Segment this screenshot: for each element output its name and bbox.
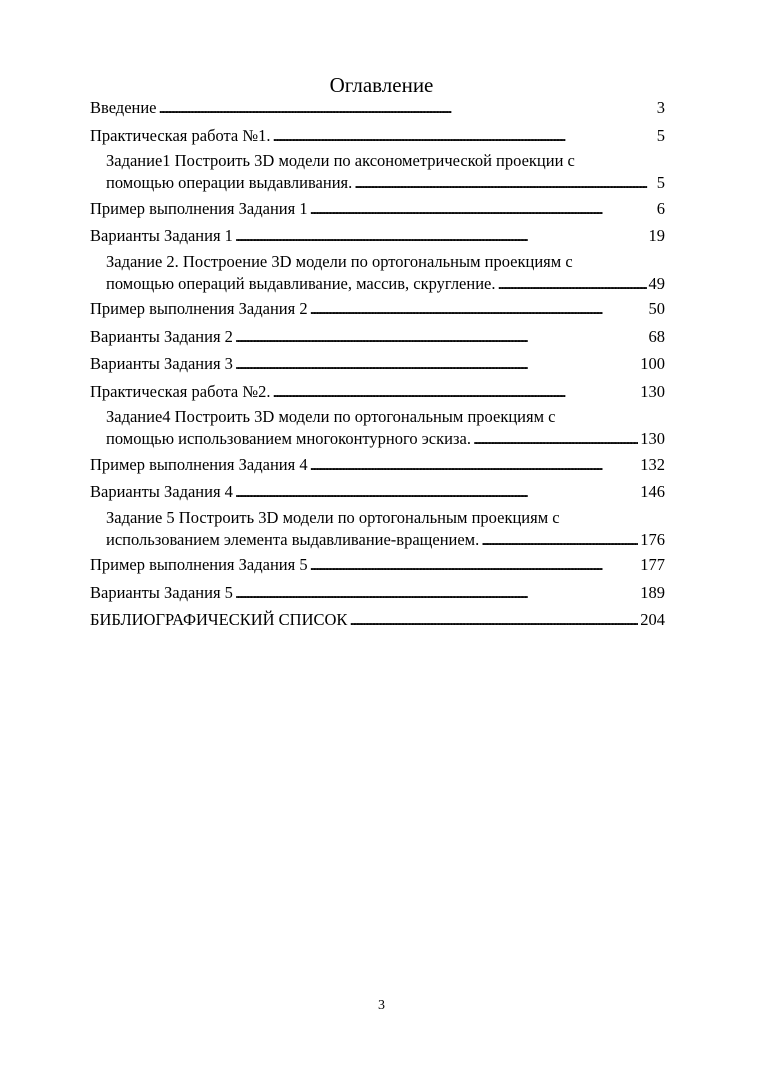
toc-dot-leader [159, 95, 655, 121]
table-of-contents [90, 95, 665, 635]
toc-dot-leader [354, 172, 655, 194]
toc-entry-text: Практическая работа №1. [90, 125, 271, 145]
toc-entry-text: Пример выполнения Задания 4 [90, 454, 308, 474]
toc-entry-page: 146 [640, 482, 665, 501]
toc-entry-text: Варианты Задания 1 [90, 226, 233, 245]
toc-entry-text: Пример выполнения Задания 1 [90, 198, 308, 218]
toc-entry-text-line1: Задание 5 Построить 3D модели по ортогональным проекциям с [106, 507, 560, 527]
toc-entry-text-line1: Задание1 Построить 3D модели по аксонометрической проекции с [106, 151, 575, 170]
toc-entry-text: Варианты Задания 4 [90, 482, 233, 501]
toc-entry-example-task-5[interactable] [90, 552, 665, 578]
toc-entry-page: 3 [656, 98, 665, 117]
toc-entry-task-5[interactable] [90, 507, 665, 551]
toc-entry-page: 19 [648, 226, 665, 245]
toc-entry-example-task-2[interactable] [90, 296, 665, 322]
toc-entry-page: 130 [640, 429, 665, 448]
toc-dot-leader [497, 273, 646, 295]
toc-entry-page: 177 [640, 555, 665, 574]
toc-dot-leader [235, 580, 638, 606]
toc-entry-task-1[interactable] [90, 150, 665, 194]
toc-entry-page: 5 [656, 173, 665, 192]
toc-entry-text: Варианты Задания 5 [90, 582, 233, 602]
toc-dot-leader [272, 379, 638, 405]
toc-entry-example-task-4[interactable] [90, 452, 665, 478]
toc-entry-practical-work-1[interactable] [90, 123, 665, 149]
page-number: 3 [378, 998, 385, 1013]
toc-entry-task-2[interactable] [90, 251, 665, 295]
toc-entry-page: 50 [648, 299, 665, 318]
toc-dot-leader [310, 196, 655, 222]
toc-entry-text: Практическая работа №2. [90, 381, 271, 401]
toc-entry-text: Пример выполнения Задания 2 [90, 299, 308, 318]
toc-entry-page: 132 [640, 454, 665, 474]
toc-entry-variants-task-2[interactable] [90, 324, 665, 350]
toc-entry-page: 100 [640, 354, 665, 373]
toc-entry-variants-task-5[interactable] [90, 580, 665, 606]
toc-entry-text: Варианты Задания 2 [90, 326, 233, 346]
toc-entry-task-4[interactable] [90, 406, 665, 450]
toc-entry-page: 6 [656, 198, 665, 218]
toc-entry-text: Пример выполнения Задания 5 [90, 555, 308, 574]
toc-entry-text-line1: Задание4 Построить 3D модели по ортогональным проекциям с [106, 407, 556, 426]
toc-entry-practical-work-2[interactable] [90, 379, 665, 405]
toc-dot-leader [349, 607, 638, 633]
toc-entry-bibliography[interactable] [90, 607, 665, 633]
toc-entry-text: помощью операции выдавливания. [106, 173, 353, 192]
toc-dot-leader [272, 123, 654, 149]
toc-dot-leader [235, 223, 647, 249]
toc-entry-text: помощью операций выдавливание, массив, скругление. [106, 273, 496, 293]
toc-entry-text: использованием элемента выдавливание-вращением. [106, 529, 480, 549]
toc-entry-text: Введение [90, 98, 157, 117]
toc-dot-leader [310, 552, 639, 578]
toc-dot-leader [481, 529, 638, 551]
toc-entry-text: БИБЛИОГРАФИЧЕСКИЙ СПИСОК [90, 610, 348, 629]
toc-entry-page: 49 [648, 273, 665, 293]
toc-dot-leader [310, 452, 639, 478]
toc-entry-text: помощью использованием многоконтурного эскиза. [106, 429, 471, 448]
toc-entry-page: 204 [640, 610, 665, 629]
toc-entry-page: 68 [648, 326, 665, 346]
toc-entry-variants-task-3[interactable] [90, 351, 665, 377]
toc-title: Оглавление [329, 73, 434, 97]
toc-entry-page: 130 [640, 381, 665, 401]
toc-entry-introduction[interactable] [90, 95, 665, 121]
toc-dot-leader [235, 479, 638, 505]
toc-entry-example-task-1[interactable] [90, 196, 665, 222]
toc-dot-leader [473, 428, 638, 450]
toc-entry-text: Варианты Задания 3 [90, 354, 233, 373]
toc-entry-page: 189 [640, 582, 665, 602]
toc-dot-leader [310, 296, 647, 322]
toc-entry-page: 5 [656, 125, 665, 145]
toc-entry-page: 176 [640, 529, 665, 549]
toc-dot-leader [235, 351, 638, 377]
toc-entry-text-line1: Задание 2. Построение 3D модели по ортогональным проекциям с [106, 251, 573, 271]
toc-entry-variants-task-1[interactable] [90, 223, 665, 249]
toc-entry-variants-task-4[interactable] [90, 479, 665, 505]
toc-dot-leader [235, 324, 647, 350]
